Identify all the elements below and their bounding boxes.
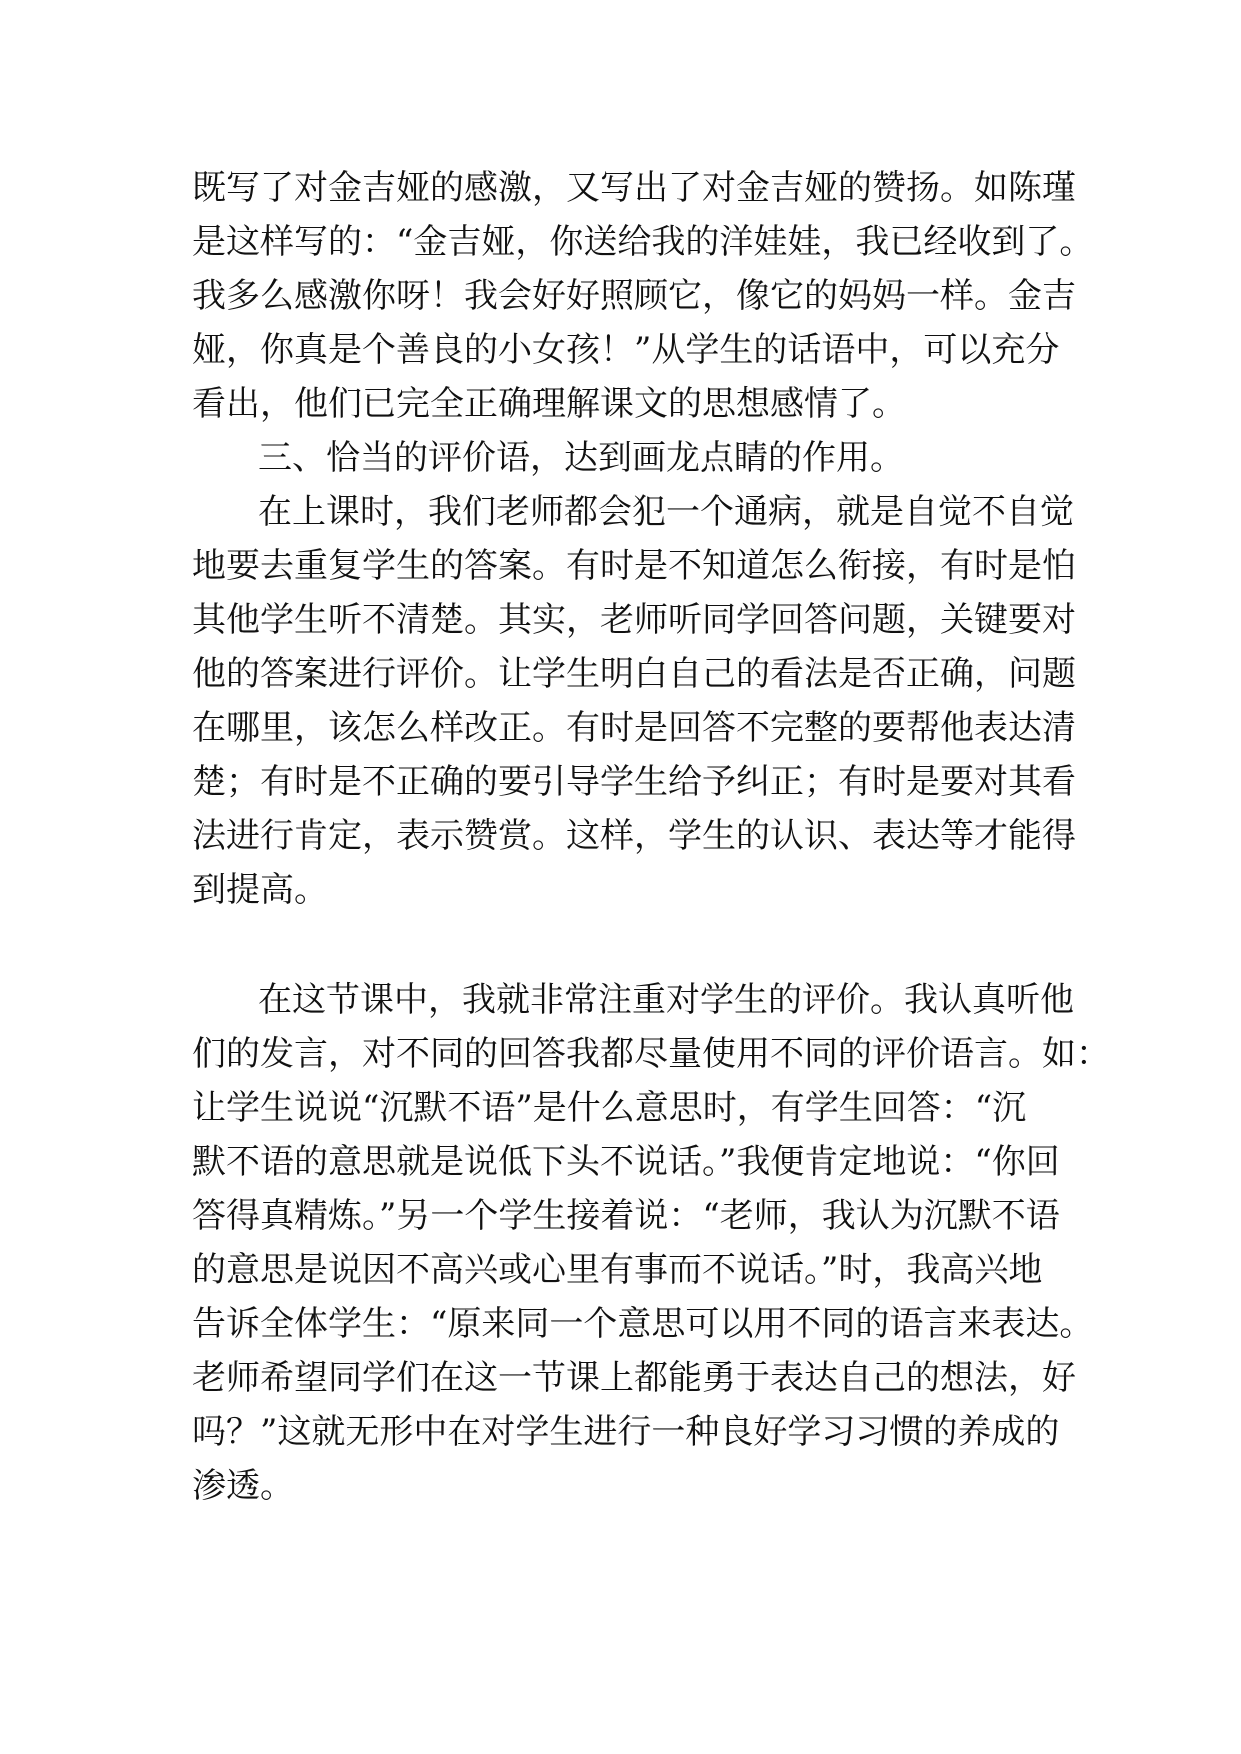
text-line: 其他学生听不清楚。其实，老师听同学回答问题，关键要对 [192, 600, 1076, 640]
text-line: 的意思是说因不高兴或心里有事而不说话。”时，我高兴地 [192, 1250, 1043, 1290]
text-line: 既写了对金吉娅的感激，又写出了对金吉娅的赞扬。如陈瑾 [192, 168, 1076, 208]
text-line: 吗？”这就无形中在对学生进行一种良好学习习惯的养成的 [192, 1412, 1060, 1452]
text-line: 他的答案进行评价。让学生明白自己的看法是否正确，问题 [192, 654, 1076, 694]
text-line: 渗透。 [192, 1466, 294, 1506]
text-line: 看出，他们已完全正确理解课文的思想感情了。 [192, 384, 906, 424]
text-line: 地要去重复学生的答案。有时是不知道怎么衔接，有时是怕 [192, 546, 1076, 586]
text-line: 告诉全体学生：“原来同一个意思可以用不同的语言来表达。 [192, 1304, 1094, 1344]
section-heading: 三、恰当的评价语，达到画龙点睛的作用。 [258, 438, 904, 478]
text-line: 娅，你真是个善良的小女孩！”从学生的话语中，可以充分 [192, 330, 1060, 370]
text-line: 楚；有时是不正确的要引导学生给予纠正；有时是要对其看 [192, 762, 1076, 802]
text-line: 我多么感激你呀！我会好好照顾它，像它的妈妈一样。金吉 [192, 276, 1076, 316]
text-line: 老师希望同学们在这一节课上都能勇于表达自己的想法，好 [192, 1358, 1076, 1398]
text-line: 们的发言，对不同的回答我都尽量使用不同的评价语言。如： [192, 1034, 1110, 1074]
text-line: 法进行肯定，表示赞赏。这样，学生的认识、表达等才能得 [192, 816, 1076, 856]
text-line: 在上课时，我们老师都会犯一个通病，就是自觉不自觉 [258, 492, 1074, 532]
text-line: 答得真精炼。”另一个学生接着说：“老师，我认为沉默不语 [192, 1196, 1060, 1236]
text-line: 到提高。 [192, 870, 328, 910]
text-line: 在哪里，该怎么样改正。有时是回答不完整的要帮他表达清 [192, 708, 1076, 748]
text-line: 默不语的意思就是说低下头不说话。”我便肯定地说：“你回 [192, 1142, 1060, 1182]
text-line: 让学生说说“沉默不语”是什么意思时，有学生回答：“沉 [192, 1088, 1027, 1128]
text-line: 是这样写的：“金吉娅，你送给我的洋娃娃，我已经收到了。 [192, 222, 1094, 262]
text-line: 在这节课中，我就非常注重对学生的评价。我认真听他 [258, 980, 1074, 1020]
